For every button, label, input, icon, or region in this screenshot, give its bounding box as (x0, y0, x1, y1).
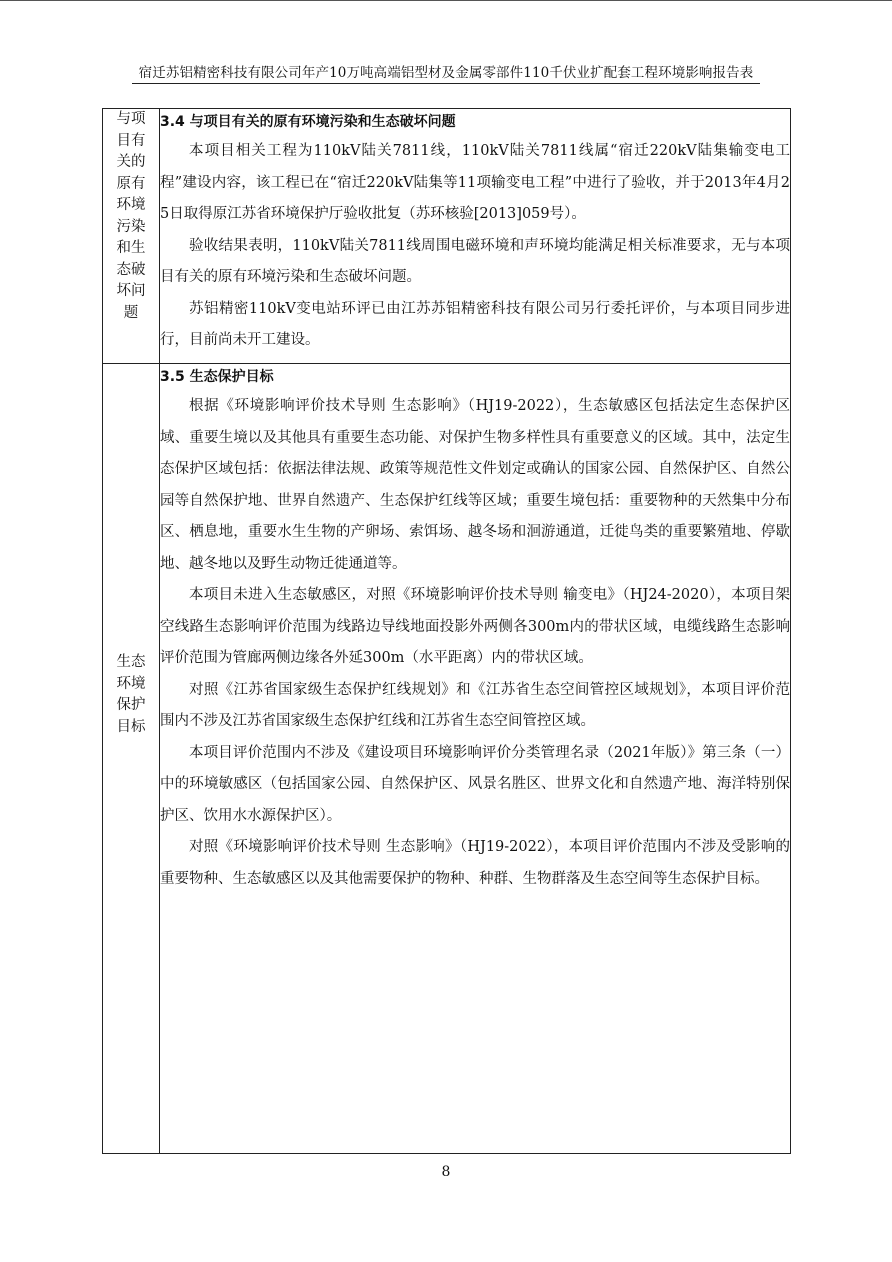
section-heading-3-5: 3.5 生态保护目标 (160, 369, 274, 385)
row-label-ecological-targets (103, 364, 160, 1154)
paragraph: 对照《环境影响评价技术导则 生态影响》（HJ19-2022），本项目评价范围内不涉及受影响的重要物种、生态敏感区以及其他需要保护的物种、种群、生物群落及生态空间等生态保护目标。 (160, 839, 790, 887)
table-row-existing-pollution (103, 109, 791, 364)
row-content-ecological-targets (160, 364, 791, 1154)
report-table (102, 108, 791, 1154)
header-underline (132, 83, 760, 84)
row-label-text: 与项目有关的原有环境污染和生态破坏问题 (116, 111, 146, 321)
paragraph: 本项目未进入生态敏感区，对照《环境影响评价技术导则 输变电》（HJ24-2020），本项目架空线路生态影响评价范围为线路边导线地面投影外两侧各300m内的带状区域，电缆线路生态影响评价范围为管廊两侧边缘各外延300m（水平距离）内的带状区域。 (160, 587, 790, 666)
page-number: 8 (441, 1164, 451, 1180)
row-label-text: 生态环境保护目标 (116, 654, 146, 735)
paragraph: 本项目评价范围内不涉及《建设项目环境影响评价分类管理名录（2021年版）》第三条（一）中的环境敏感区（包括国家公园、自然保护区、风景名胜区、世界文化和自然遗产地、海洋特别保护区、饮用水水源保护区）。 (160, 744, 790, 824)
paragraph: 根据《环境影响评价技术导则 生态影响》（HJ19-2022），生态敏感区包括法定生态保护区域、重要生境以及其他具有重要生态功能、对保护生物多样性具有重要意义的区域。其中，法定生态保护区域包括：依据法律法规、政策等规范性文件划定或确认的国家公园、自然保护区、自然公园等自然保护地、世界自然遗产、生态保护红线等区域；重要生境包括：重要物种的天然集中分布区、栖息地，重要水生生物的产卵场、索饵场、越冬场和洄游通道，迁徙鸟类的重要繁殖地、停歇地、越冬地以及野生动物迁徙通道等。 (160, 398, 790, 572)
paragraph: 对照《江苏省国家级生态保护红线规划》和《江苏省生态空间管控区域规划》，本项目评价范围内不涉及江苏省国家级生态保护红线和江苏省生态空间管控区域。 (160, 681, 790, 729)
paragraph: 苏铝精密110kV变电站环评已由江苏苏铝精密科技有限公司另行委托评价，与本项目同步进行，目前尚未开工建设。 (160, 300, 790, 348)
section-heading-3-4: 3.4 与项目有关的原有环境污染和生态破坏问题 (160, 114, 456, 130)
table-row-ecological-targets (103, 364, 791, 1154)
row-content-existing-pollution (160, 109, 791, 364)
paragraph: 验收结果表明，110kV陆关7811线周围电磁环境和声环境均能满足相关标准要求，无与本项目有关的原有环境污染和生态破坏问题。 (160, 237, 790, 285)
row-label-existing-pollution (103, 109, 160, 364)
document-header-title: 宿迁苏铝精密科技有限公司年产10万吨高端铝型材及金属零部件110千伏业扩配套工程环境影响报告表 (138, 65, 754, 81)
top-edge-rule (0, 0, 892, 1)
paragraph: 本项目相关工程为110kV陆关7811线，110kV陆关7811线属“宿迁220kV陆集输变电工程”建设内容，该工程已在“宿迁220kV陆集等11项输变电工程”中进行了验收，并于2013年4月25日取得原江苏省环境保护厅验收批复（苏环核验[2013]059号）。 (160, 143, 790, 222)
